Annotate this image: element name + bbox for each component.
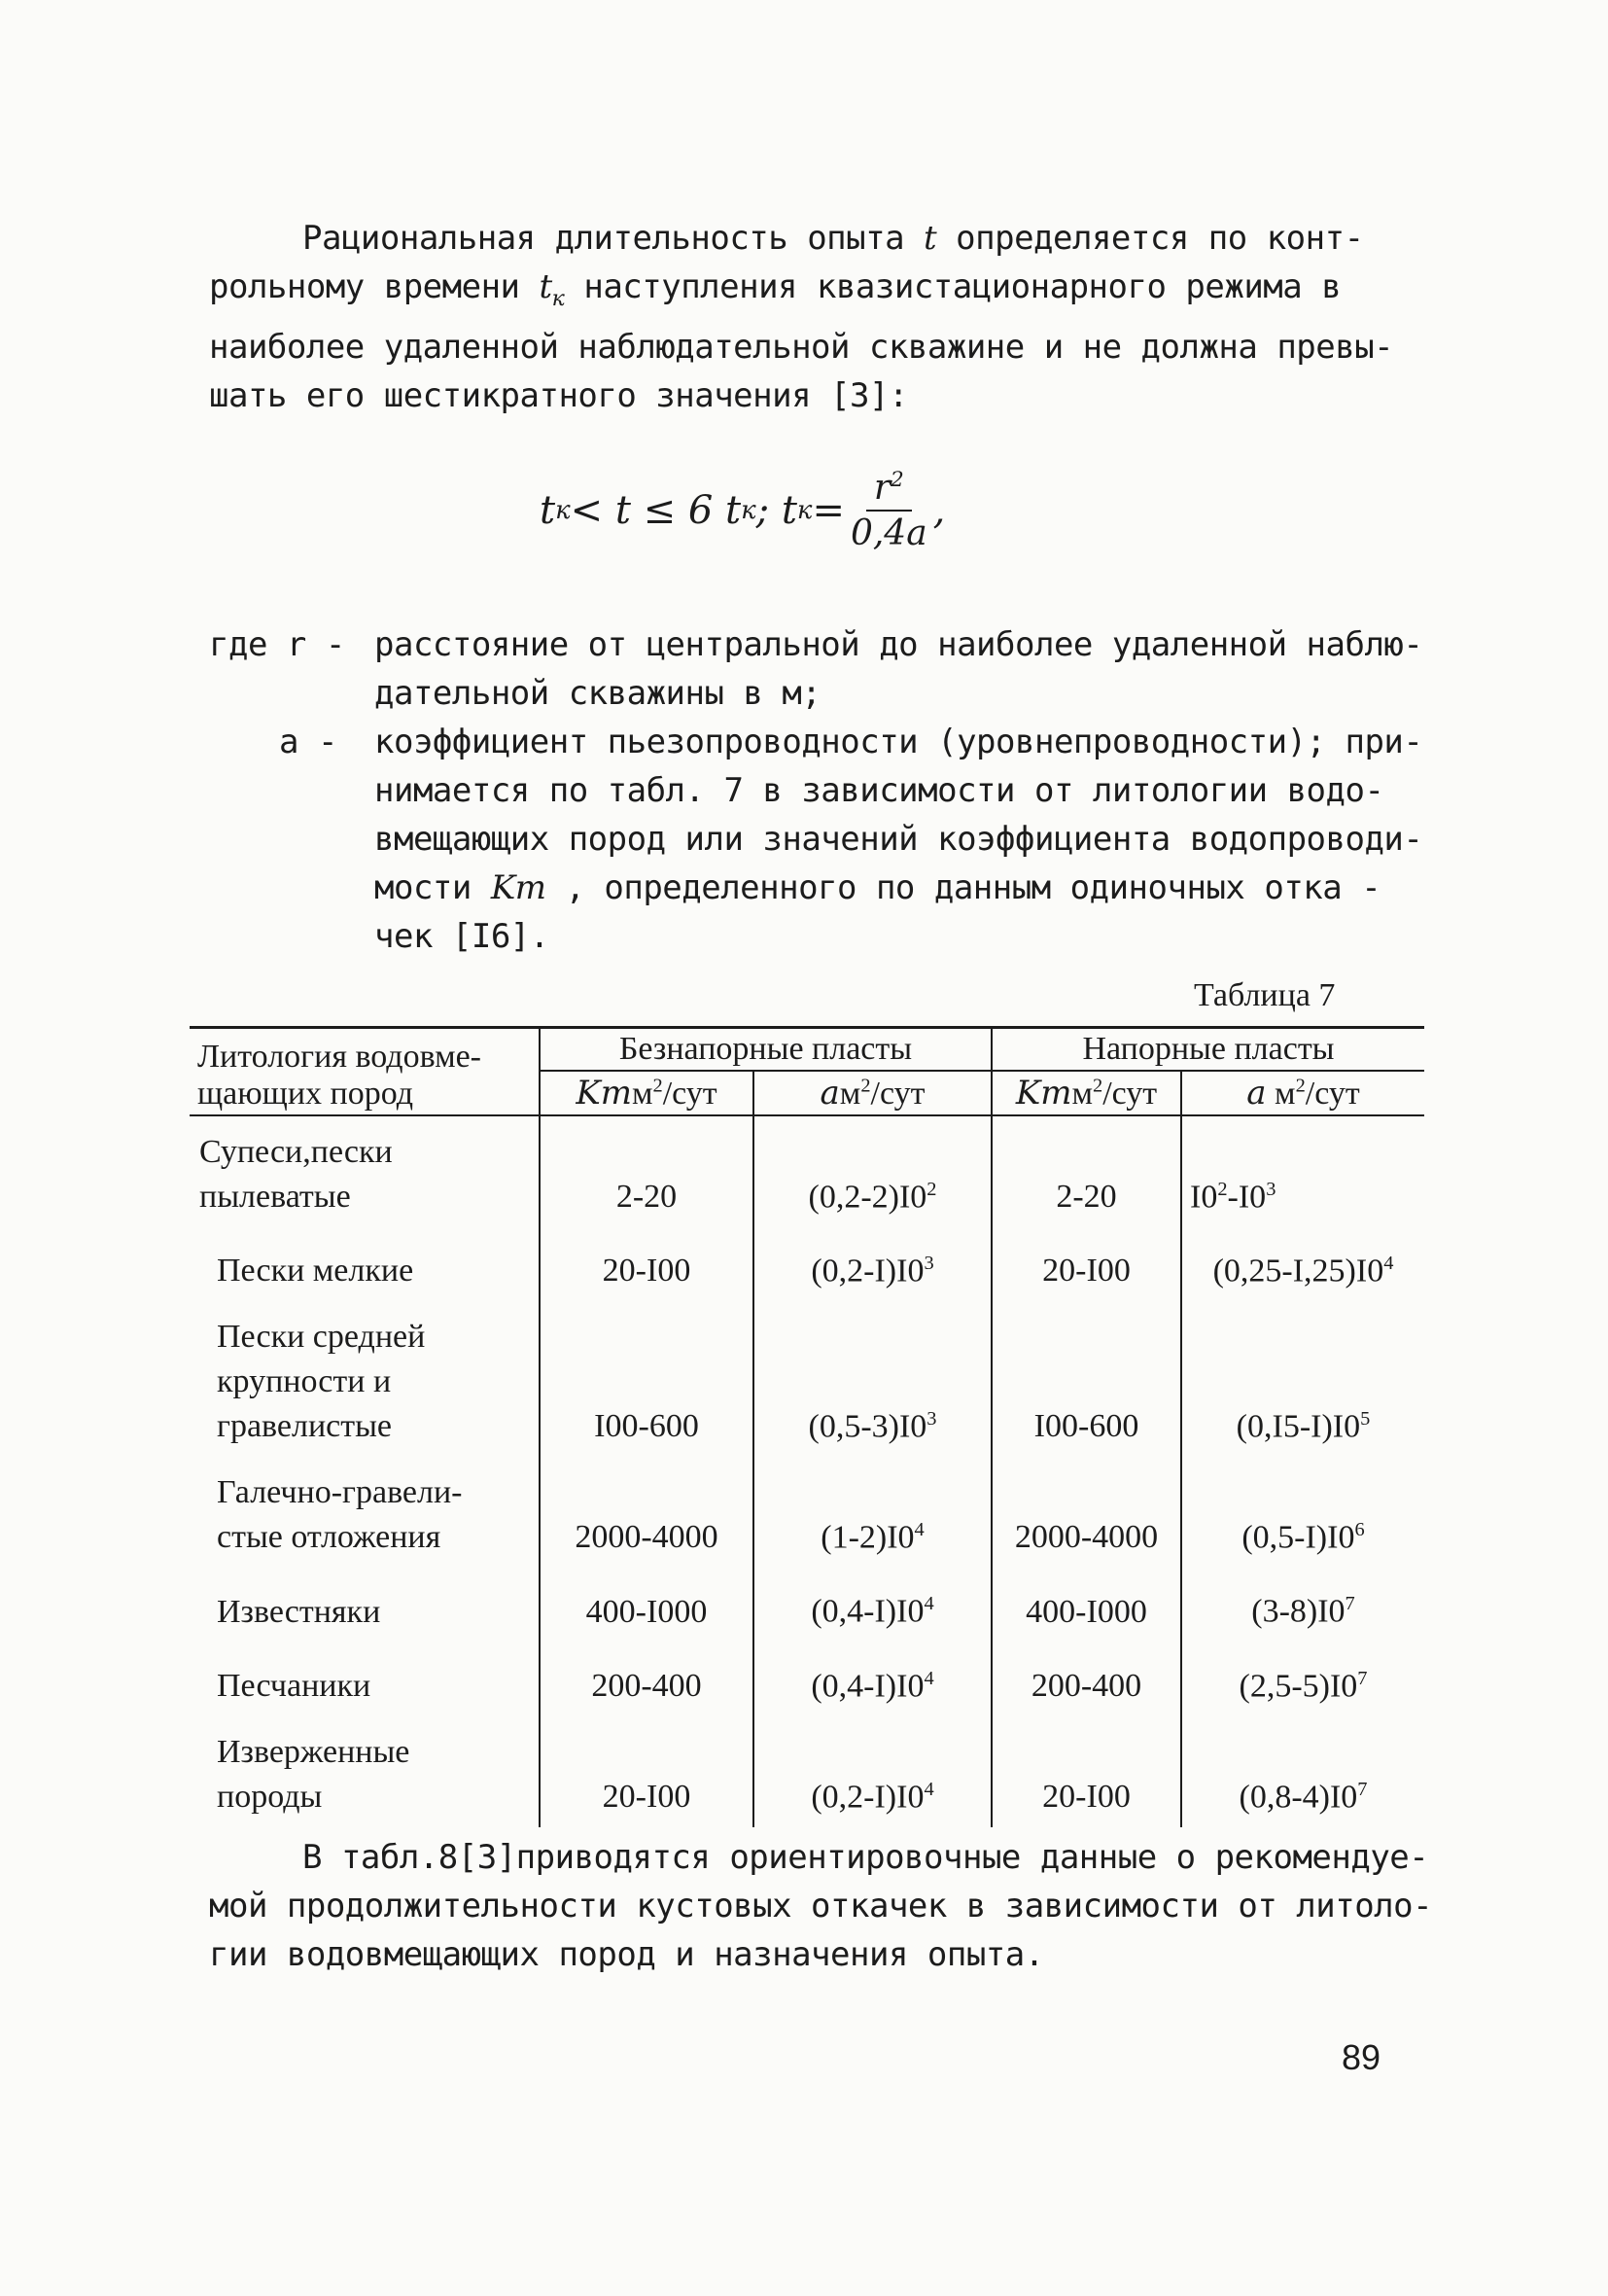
table-row: Песчаники 200-400 $(0,4-I)I0^4$ 200-400 $(2,5-5)I0^7$ [190, 1643, 1424, 1716]
text-line: наиболее удаленной наблюдательной скважине и не должна превы- [209, 327, 1394, 367]
definition-r: где r - расстояние от центральной до наиболее удаленной наблю- дательной скважины в м; [209, 625, 1423, 713]
closing-paragraph [209, 1833, 1433, 1979]
col-a-unconfined: $aм^2$/сут [753, 1071, 992, 1115]
page-number: 89 [1342, 2037, 1381, 2077]
col-km-confined: Kmм$^2$/сут [992, 1071, 1181, 1115]
text-line: Рациональная длительность опыта t определяется по конт- [302, 219, 1364, 258]
col-lithology: Литология водовме- щающих пород [190, 1028, 540, 1116]
text-line: гии водовмещающих пород и назначения опыта. [209, 1935, 1044, 1974]
lithology-table [190, 1026, 1424, 1827]
math-t: t [924, 219, 937, 258]
group-unconfined: Безнапорные пласты [540, 1028, 992, 1072]
text-line: мой продолжительности кустовых откачек в зависимости от литоло- [209, 1887, 1433, 1925]
table-row: Супеси,пески пылеватые 2-20 $(0,2-2)I0^2$ 2-20 $I0^2-I0^3$ [190, 1115, 1424, 1227]
group-confined: Напорные пласты [992, 1028, 1424, 1072]
col-km-unconfined: Kmм$^2$/сут [540, 1071, 753, 1115]
table-row: Пески средней крупности и гравелистые I00-600 $(0,5-3)I0^3$ I00-600 $(0,I5-I)I0^5$ [190, 1301, 1424, 1457]
text-line: В табл.8[3]приводятся ориентировочные данные о рекомендуе- [302, 1838, 1429, 1877]
definitions [209, 620, 1423, 961]
table-caption: Таблица 7 [1194, 977, 1336, 1013]
table-row: Изверженные породы 20-I00 $(0,2-I)I0^4$ 20-I00 $(0,8-4)I0^7$ [190, 1716, 1424, 1827]
table-row: Пески мелкие 20-I00 $(0,2-I)I0^3$ 20-I00 $(0,25-I,25)I0^4$ [190, 1227, 1424, 1301]
math-tk: $t_к$ [539, 267, 565, 311]
col-a-confined: a $м^2$/сут [1181, 1071, 1424, 1115]
text-line: рольному времени $t_к$ наступления квазистационарного режима в [209, 267, 1342, 311]
intro-paragraph [209, 214, 1394, 420]
formula: t к < t ≤ 6 t к ; t к = $\frac{r^2}{0,4a}$ , [540, 468, 946, 553]
text-line: шать его шестикратного значения [3]: [209, 375, 908, 415]
definition-a: a - коэффициент пьезопроводности (уровнепроводности); при- нимается по табл. 7 в зависимости от литологии водо- вмещающих пород или значений коэффициента водопроводи- мости Km , определенного по данным одиночных отка - чек [I6]. [279, 723, 1423, 956]
table-row: Известняки 400-I000 $(0,4-I)I0^4$ 400-I000 $(3-8)I0^7$ [190, 1568, 1424, 1642]
table-header-row [190, 1028, 1424, 1072]
table-row: Галечно-гравели- стые отложения 2000-4000 $(1-2)I0^4$ 2000-4000 $(0,5-I)I0^6$ [190, 1457, 1424, 1568]
formula-fraction: $\frac{r^2}{0,4a}$ [850, 468, 927, 553]
